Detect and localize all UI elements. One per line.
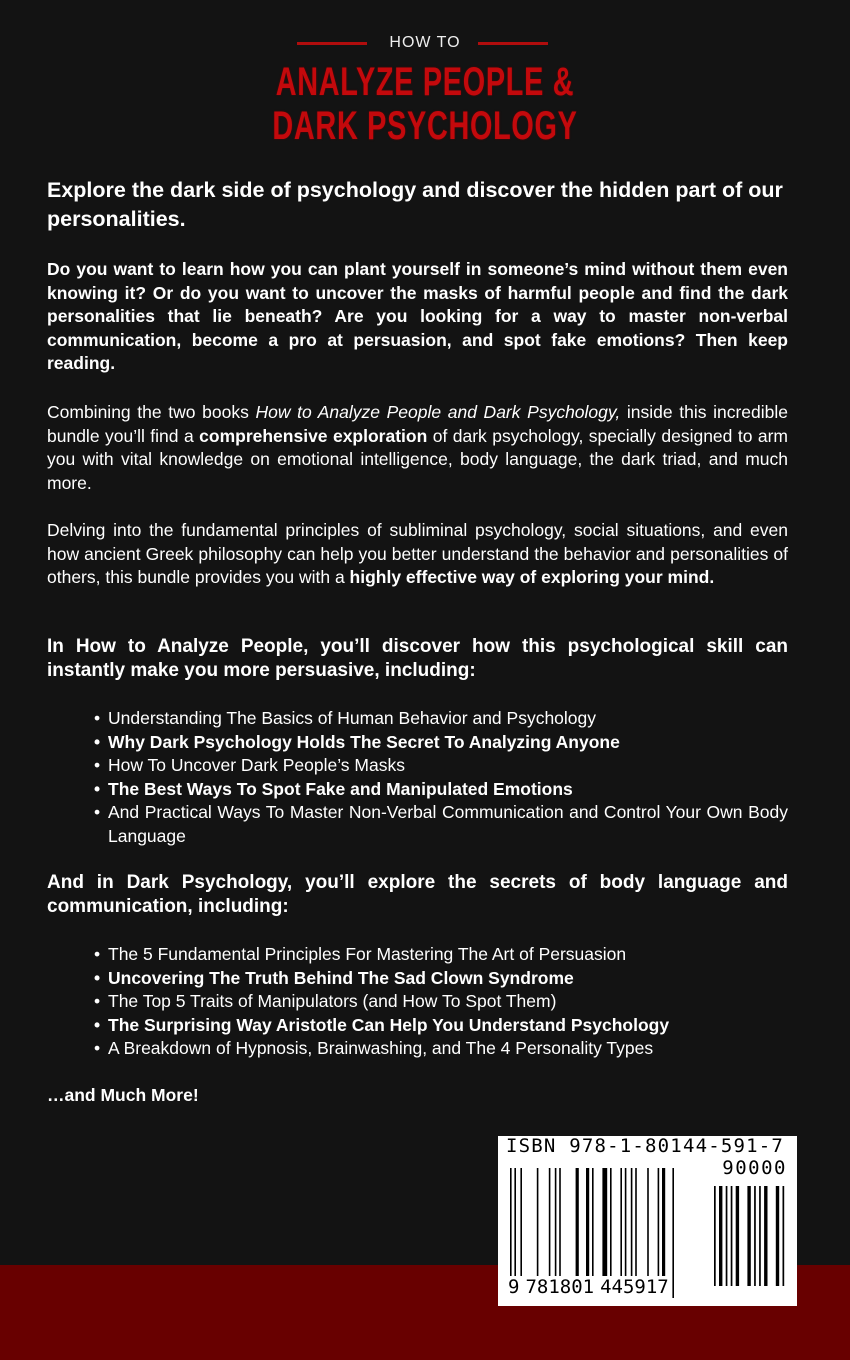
bullet-icon: • — [94, 708, 101, 728]
headline: Explore the dark side of psychology and discover the hidden part of our personalities. — [47, 178, 783, 231]
addon-bar — [719, 1186, 722, 1286]
barcode-bar — [602, 1168, 607, 1286]
addon-bar — [754, 1186, 756, 1286]
bullet-icon: • — [94, 1038, 101, 1058]
section1-heading: In How to Analyze People, you’ll discover how this psychological skill can instantly make you more persuasive, including: — [47, 636, 788, 681]
book-titles: How to Analyze People and Dark Psychology, — [255, 402, 621, 422]
addon-bar — [736, 1186, 739, 1286]
list-item-text: Uncovering The Truth Behind The Sad Clown Syndrome — [108, 967, 574, 988]
list-item — [47, 990, 788, 1014]
digits-left: 781801 — [525, 1276, 595, 1298]
isbn-barcode — [498, 1136, 797, 1306]
text: of dark psychology, specially designed to arm you with vital knowledge on emotional intelligence, body language, the dark triad, and much more. — [47, 425, 788, 493]
addon-bar — [783, 1186, 785, 1286]
isbn-text: ISBN 978-1-80144-591-7 — [506, 1135, 785, 1157]
text: Delving into the fundamental principles of subliminal psychology, social situations, and even how ancient Greek philosophy can help you better understand the behavior and personalities of others, this bundle provides you with a — [47, 520, 788, 587]
barcode-bar — [620, 1168, 622, 1286]
list-item-text: The Best Ways To Spot Fake and Manipulated Emotions — [108, 778, 573, 799]
barcode-bar — [586, 1168, 589, 1286]
barcode-bar — [647, 1168, 649, 1286]
bullet-icon: • — [94, 967, 101, 988]
barcode-bar — [610, 1168, 612, 1286]
emphasis: highly effective way of exploring your mind. — [349, 567, 715, 587]
addon-bar — [747, 1186, 750, 1286]
barcode-bar — [635, 1168, 637, 1286]
list-item — [47, 1037, 788, 1061]
section2-list — [47, 943, 788, 1061]
list-item-text: And Practical Ways To Master Non-Verbal Communication and Control Your Own Body Language — [108, 802, 788, 846]
text: Combining the two books — [47, 402, 256, 422]
price-code: 90000 — [722, 1157, 787, 1179]
addon-bar — [726, 1186, 728, 1286]
list-item — [47, 967, 788, 991]
list-item-text: A Breakdown of Hypnosis, Brainwashing, and The 4 Personality Types — [108, 1038, 654, 1058]
digit-first: 9 — [508, 1276, 520, 1298]
bullet-icon: • — [94, 802, 101, 822]
bullet-icon: • — [94, 1014, 101, 1035]
emphasis: comprehensive exploration — [199, 425, 428, 446]
barcode-bar — [549, 1168, 551, 1286]
section2-list-wrap — [47, 943, 788, 1061]
bullet-icon: • — [94, 778, 101, 799]
barcode-bar — [537, 1168, 539, 1286]
section1-list-wrap — [47, 707, 788, 848]
barcode-bar — [662, 1168, 665, 1286]
digits-right: 445917 — [600, 1276, 669, 1298]
bullet-icon: • — [94, 944, 101, 964]
cover-title-line1: ANALYZE PEOPLE & — [275, 60, 575, 104]
cover-kicker: HOW TO — [389, 34, 461, 51]
intro-paragraph: Do you want to learn how you can plant yourself in someone’s mind without them even knowing it? Or do you want to uncover the masks of harmful people and find the dark personalities that lie beneath? Are you looking for a way to master non-verbal communication, become a pro at persuasion, and spot fake emotions? Then keep reading. — [47, 259, 788, 373]
list-item-text: How To Uncover Dark People’s Masks — [108, 755, 405, 775]
cover-title-line2: DARK PSYCHOLOGY — [272, 104, 578, 148]
list-item — [47, 754, 788, 778]
bullet-icon: • — [94, 755, 101, 775]
barcode-bar — [631, 1168, 633, 1286]
list-item-text: The Top 5 Traits of Manipulators (and How To Spot Them) — [108, 991, 557, 1011]
list-item-text: The Surprising Way Aristotle Can Help You Understand Psychology — [108, 1014, 670, 1035]
addon-bar — [759, 1186, 761, 1286]
list-item — [47, 778, 788, 802]
section2-heading: And in Dark Psychology, you’ll explore the secrets of body language and communication, including: — [47, 872, 788, 917]
list-item — [47, 943, 788, 967]
list-item — [47, 1014, 788, 1038]
addon-bar — [714, 1186, 716, 1286]
addon-bar — [776, 1186, 779, 1286]
barcode-bar — [555, 1168, 557, 1286]
paragraph-bundle — [47, 401, 788, 495]
text: inside this incredible bundle you’ll find a — [47, 402, 788, 446]
barcode-bar — [592, 1168, 594, 1286]
barcode-bar — [559, 1168, 561, 1286]
paragraph-principles — [47, 519, 788, 590]
barcode-bar — [658, 1168, 660, 1286]
bullet-icon: • — [94, 731, 101, 752]
closing-text: …and Much More! — [47, 1085, 199, 1105]
list-item-text: Why Dark Psychology Holds The Secret To Analyzing Anyone — [108, 731, 620, 752]
bullet-icon: • — [94, 991, 101, 1011]
list-item — [47, 731, 788, 755]
list-item-text: The 5 Fundamental Principles For Mastering The Art of Persuasion — [108, 944, 627, 964]
barcode-bar — [520, 1168, 522, 1286]
barcode-digits — [508, 1276, 669, 1298]
addon-bar — [764, 1186, 767, 1286]
barcode-bar — [672, 1168, 674, 1298]
barcode-bar — [576, 1168, 579, 1286]
addon-bar — [731, 1186, 733, 1286]
barcode-bar — [625, 1168, 627, 1286]
list-item — [47, 707, 788, 731]
section1-list — [47, 707, 788, 848]
list-item — [47, 801, 788, 848]
list-item-text: Understanding The Basics of Human Behavior and Psychology — [108, 708, 597, 728]
